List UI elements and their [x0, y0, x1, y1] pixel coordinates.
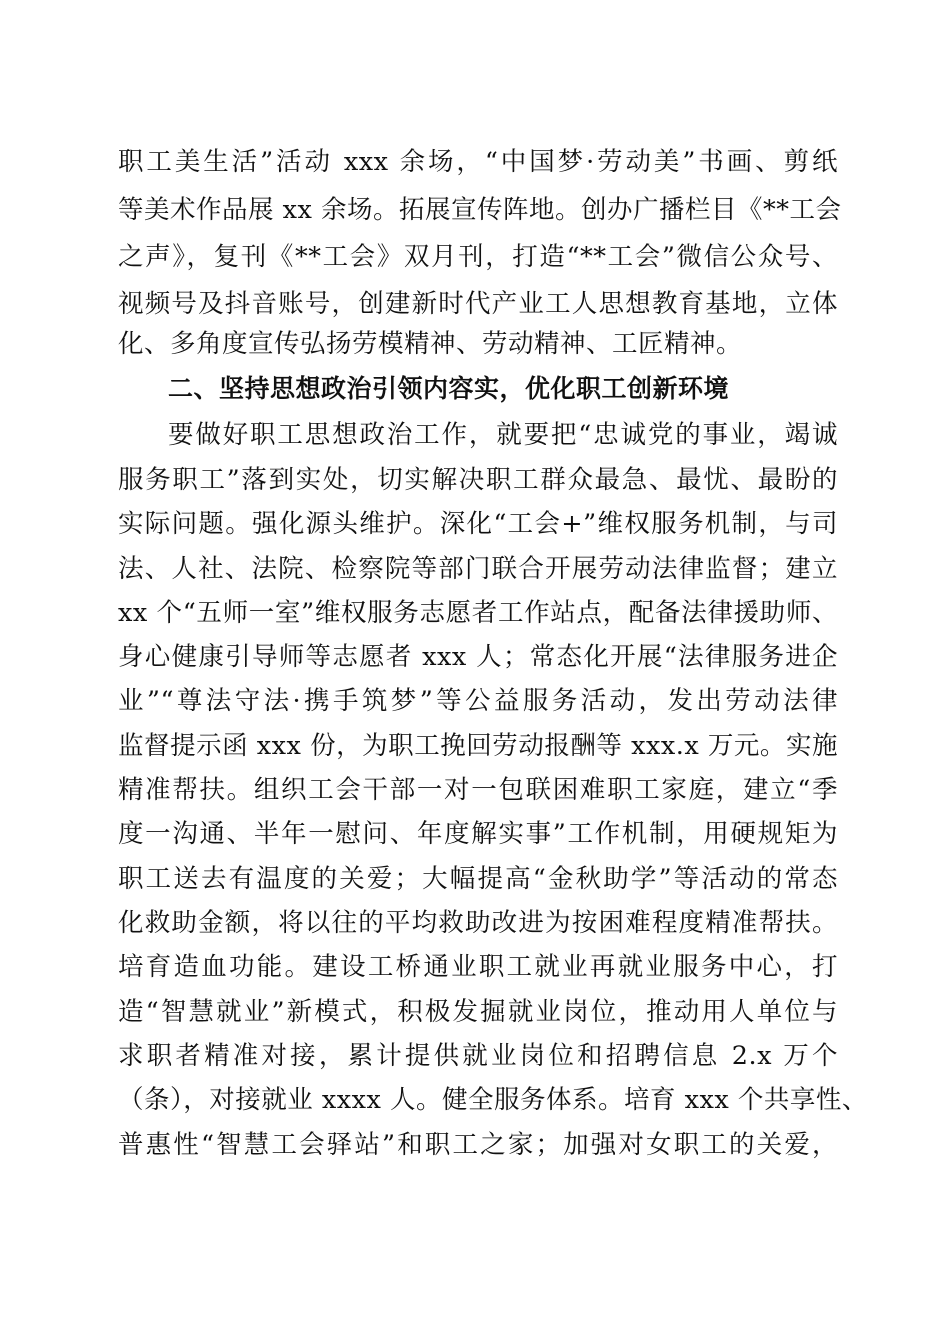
paragraph-line: 普惠性“智慧工会驿站”和职工之家；加强对女职工的关爱， [118, 1130, 838, 1160]
paragraph-line: 精准帮扶。组织工会干部一对一包联困难职工家庭，建立“季 [118, 775, 838, 805]
paragraph-line: 职工送去有温度的关爱；大幅提高“金秋助学”等活动的常态 [118, 864, 838, 894]
paragraph-line: 业”“尊法守法·携手筑梦”等公益服务活动，发出劳动法律 [118, 686, 838, 716]
paragraph-line: 之声》，复刊《**工会》双月刊，打造“**工会”微信公众号、 [118, 242, 838, 272]
paragraph-line: 视频号及抖音账号，创建新时代产业工人思想教育基地，立体 [118, 289, 838, 319]
paragraph-line: 服务职工”落到实处，切实解决职工群众最急、最忧、最盼的 [118, 465, 838, 495]
paragraph-line: 化救助金额，将以往的平均救助改进为按困难程度精准帮扶。 [118, 908, 838, 938]
paragraph-line: 法、人社、法院、检察院等部门联合开展劳动法律监督；建立 [118, 554, 838, 584]
paragraph-line: 等美术作品展 xx 余场。拓展宣传阵地。创办广播栏目《**工会 [118, 195, 842, 225]
section-heading: 二、坚持思想政治引领内容实，优化职工创新环境 [168, 374, 730, 403]
paragraph-line: 监督提示函 xxx 份，为职工挽回劳动报酬等 xxx.x 万元。实施 [118, 731, 838, 761]
paragraph-line: 造“智慧就业”新模式，积极发掘就业岗位，推动用人单位与 [118, 997, 838, 1027]
paragraph-line: 实际问题。强化源头维护。深化“工会+”维权服务机制，与司 [118, 509, 838, 539]
paragraph-line: 度一沟通、半年一慰问、年度解实事”工作机制，用硬规矩为 [118, 819, 838, 849]
paragraph-line: 求职者精准对接，累计提供就业岗位和招聘信息 2.x 万个 [118, 1041, 838, 1071]
paragraph-line: 身心健康引导师等志愿者 xxx 人；常态化开展“法律服务进企 [118, 642, 838, 672]
paragraph-line: （条），对接就业 xxxx 人。健全服务体系。培育 xxx 个共享性、 [118, 1085, 868, 1115]
paragraph-line: 职工美生活”活动 xxx 余场，“中国梦·劳动美”书画、剪纸 [118, 147, 838, 177]
paragraph-line: 化、多角度宣传弘扬劳模精神、劳动精神、工匠精神。 [118, 329, 743, 359]
paragraph-line: 要做好职工思想政治工作，就要把“忠诚党的事业，竭诚 [168, 420, 838, 450]
paragraph-line: xx 个“五师一室”维权服务志愿者工作站点，配备法律援助师、 [118, 598, 838, 628]
paragraph-line: 培育造血功能。建设工桥通业职工就业再就业服务中心，打 [118, 952, 838, 982]
